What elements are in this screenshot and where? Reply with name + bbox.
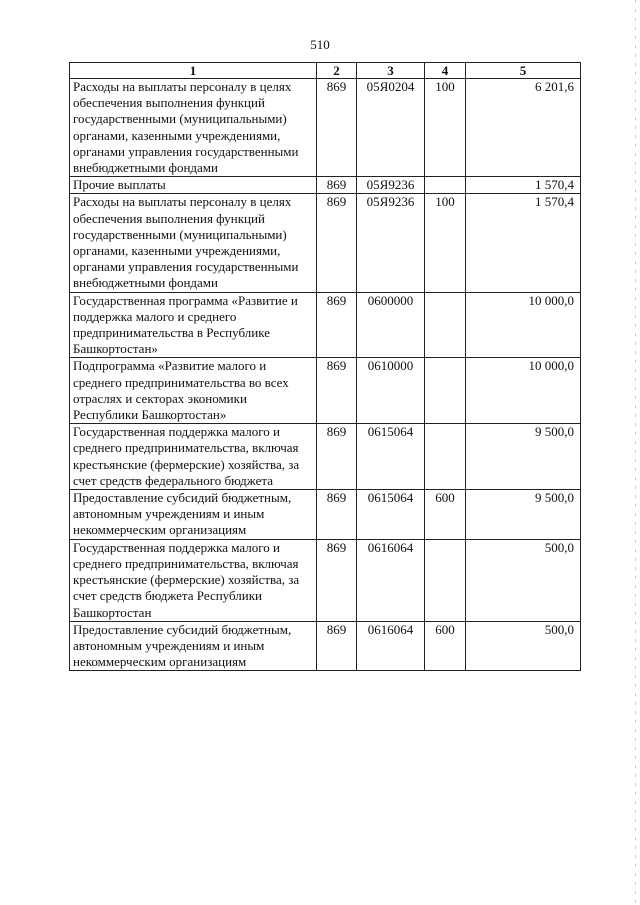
header-cell: 4 <box>425 63 466 79</box>
item-name-cell: Государственная программа «Развитие и поддержка малого и среднего предпринимательства в Республике Башкортостан» <box>70 292 317 358</box>
amount-cell: 500,0 <box>466 539 581 621</box>
amount-cell: 9 500,0 <box>466 490 581 540</box>
expense-type-code-cell <box>425 358 466 424</box>
ministry-code-cell: 869 <box>317 177 357 194</box>
table-row <box>70 292 581 358</box>
amount-cell: 10 000,0 <box>466 292 581 358</box>
ministry-code-cell: 869 <box>317 292 357 358</box>
budget-table <box>69 62 581 671</box>
item-name-cell: Расходы на выплаты персоналу в целях обеспечения выполнения функций государственными (муниципальными) органами, казенными учреждениями, органами управления государственными внебюджетными фондами <box>70 79 317 177</box>
expense-type-code-cell <box>425 292 466 358</box>
ministry-code-cell: 869 <box>317 539 357 621</box>
table-row <box>70 621 581 671</box>
item-name-cell: Прочие выплаты <box>70 177 317 194</box>
expense-type-code-cell: 600 <box>425 621 466 671</box>
table-row <box>70 194 581 292</box>
amount-cell: 1 570,4 <box>466 177 581 194</box>
table-row <box>70 358 581 424</box>
expense-type-code-cell <box>425 424 466 490</box>
target-article-code-cell: 05Я9236 <box>357 194 425 292</box>
item-name-cell: Предоставление субсидий бюджетным, автономным учреждениям и иным некоммерческим организациям <box>70 621 317 671</box>
ministry-code-cell: 869 <box>317 490 357 540</box>
header-cell: 3 <box>357 63 425 79</box>
item-name-cell: Государственная поддержка малого и среднего предпринимательства, включая крестьянские (фермерские) хозяйства, за счет средств федерального бюджета <box>70 424 317 490</box>
expense-type-code-cell <box>425 177 466 194</box>
header-cell: 1 <box>70 63 317 79</box>
target-article-code-cell: 0615064 <box>357 490 425 540</box>
item-name-cell: Расходы на выплаты персоналу в целях обеспечения выполнения функций государственными (муниципальными) органами, казенными учреждениями, органами управления государственными внебюджетными фондами <box>70 194 317 292</box>
target-article-code-cell: 0616064 <box>357 539 425 621</box>
item-name-cell: Предоставление субсидий бюджетным, автономным учреждениям и иным некоммерческим организациям <box>70 490 317 540</box>
scan-edge <box>635 0 636 905</box>
amount-cell: 9 500,0 <box>466 424 581 490</box>
table-header-row <box>70 63 581 79</box>
table-row <box>70 539 581 621</box>
amount-cell: 6 201,6 <box>466 79 581 177</box>
target-article-code-cell: 05Я9236 <box>357 177 425 194</box>
ministry-code-cell: 869 <box>317 79 357 177</box>
target-article-code-cell: 05Я0204 <box>357 79 425 177</box>
expense-type-code-cell: 100 <box>425 194 466 292</box>
amount-cell: 10 000,0 <box>466 358 581 424</box>
amount-cell: 500,0 <box>466 621 581 671</box>
target-article-code-cell: 0616064 <box>357 621 425 671</box>
target-article-code-cell: 0615064 <box>357 424 425 490</box>
item-name-cell: Государственная поддержка малого и среднего предпринимательства, включая крестьянские (фермерские) хозяйства, за счет средств бюджета Республики Башкортостан <box>70 539 317 621</box>
table-row <box>70 177 581 194</box>
ministry-code-cell: 869 <box>317 358 357 424</box>
expense-type-code-cell: 600 <box>425 490 466 540</box>
ministry-code-cell: 869 <box>317 194 357 292</box>
table-row <box>70 424 581 490</box>
ministry-code-cell: 869 <box>317 424 357 490</box>
page-number: 510 <box>310 37 330 52</box>
header-cell: 2 <box>317 63 357 79</box>
expense-type-code-cell: 100 <box>425 79 466 177</box>
header-cell: 5 <box>466 63 581 79</box>
table-row <box>70 79 581 177</box>
table-row <box>70 490 581 540</box>
target-article-code-cell: 0610000 <box>357 358 425 424</box>
item-name-cell: Подпрограмма «Развитие малого и среднего предпринимательства во всех отраслях и секторах экономики Республики Башкортостан» <box>70 358 317 424</box>
expense-type-code-cell <box>425 539 466 621</box>
amount-cell: 1 570,4 <box>466 194 581 292</box>
ministry-code-cell: 869 <box>317 621 357 671</box>
target-article-code-cell: 0600000 <box>357 292 425 358</box>
